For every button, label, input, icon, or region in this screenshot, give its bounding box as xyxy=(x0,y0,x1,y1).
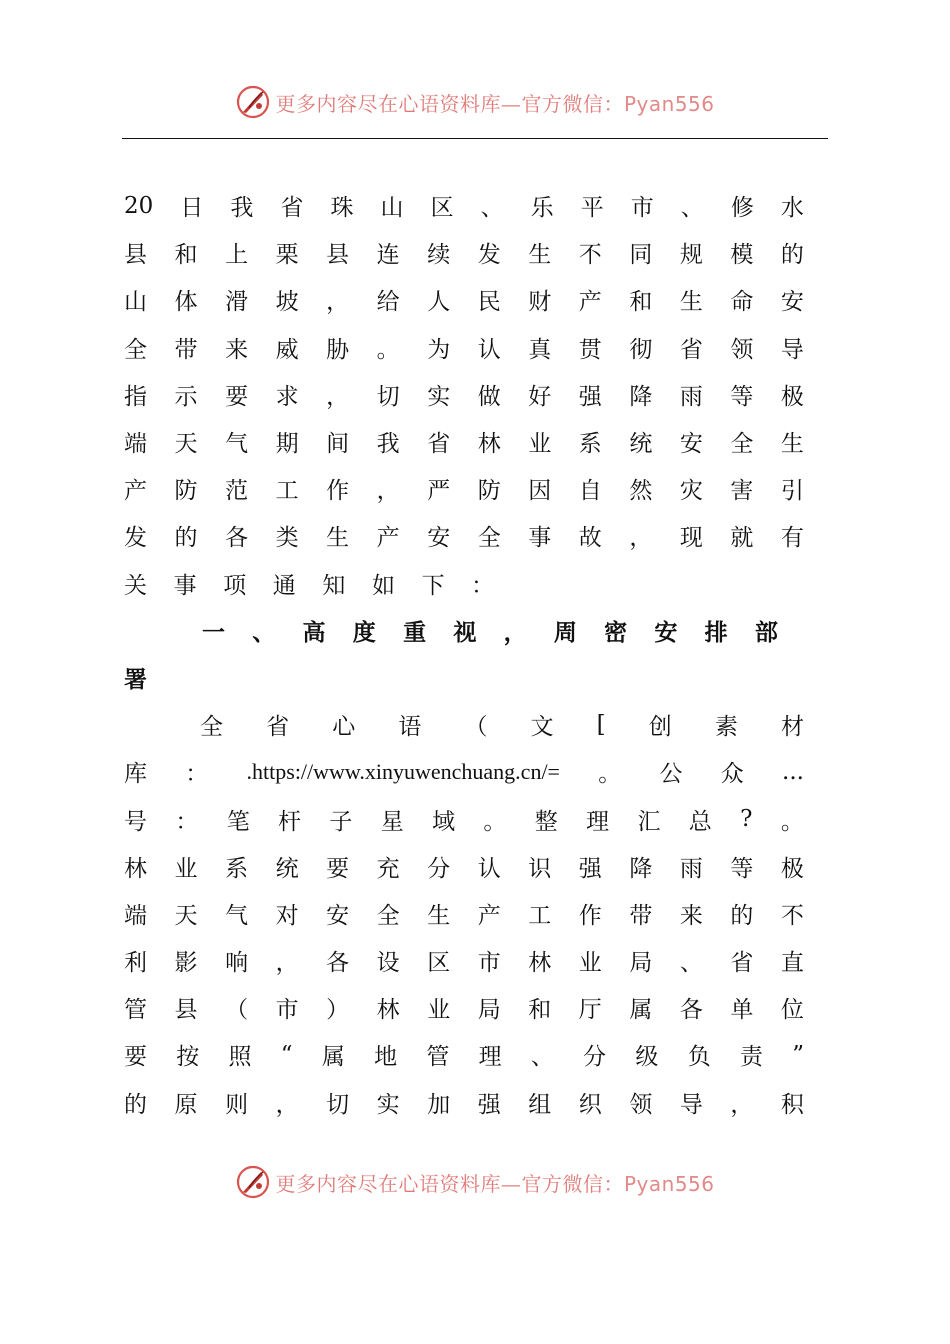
text-char: 和 xyxy=(174,242,198,269)
text-char: 工 xyxy=(275,478,299,505)
text-char: 对 xyxy=(275,902,299,929)
text-char: 不 xyxy=(578,242,602,269)
text-line xyxy=(124,560,804,607)
text-char: 管 xyxy=(124,997,147,1024)
text-char: 市 xyxy=(630,195,654,222)
text-char: 导 xyxy=(679,1091,703,1118)
text-char: ， xyxy=(730,1091,754,1118)
text-char: 域 xyxy=(432,808,456,835)
text-char: 。 xyxy=(483,808,507,835)
text-char: 事 xyxy=(528,525,552,552)
text-char: 关 xyxy=(124,572,147,599)
text-char: 防 xyxy=(174,478,198,505)
text-char: 周 xyxy=(553,618,577,646)
text-char: 雨 xyxy=(679,383,703,410)
text-char: 领 xyxy=(629,1091,653,1118)
text-char: 区 xyxy=(427,950,451,977)
text-char: 地 xyxy=(374,1044,398,1071)
text-char: 端 xyxy=(124,902,147,929)
text-char: 要 xyxy=(225,383,249,410)
text-char: 安 xyxy=(654,618,678,646)
text-char: 署 xyxy=(124,665,147,693)
text-char: 原 xyxy=(174,1091,198,1118)
text-char: 然 xyxy=(629,478,653,505)
text-char: 照 xyxy=(228,1044,252,1071)
text-char: 项 xyxy=(223,572,247,599)
text-char: 库 xyxy=(124,761,147,788)
text-char: 区 xyxy=(430,195,454,222)
text-char: 财 xyxy=(528,289,552,316)
text-char: 同 xyxy=(629,242,653,269)
text-char: 省 xyxy=(730,950,754,977)
text-char: 胁 xyxy=(326,336,350,363)
text-char: 属 xyxy=(321,1044,345,1071)
text-char: 系 xyxy=(225,855,249,882)
text-char: 导 xyxy=(780,336,804,363)
text-char: ... xyxy=(782,758,804,785)
text-char: 我 xyxy=(376,431,400,458)
text-char: 认 xyxy=(477,855,501,882)
text-char: 全 xyxy=(124,336,147,363)
text-line xyxy=(124,276,804,323)
text-char: 实 xyxy=(376,1091,400,1118)
text-char: 设 xyxy=(376,950,400,977)
document-body xyxy=(124,182,804,1126)
text-char: 语 xyxy=(398,714,422,741)
text-char: 市 xyxy=(275,997,299,1024)
text-char: 全 xyxy=(477,525,501,552)
text-char: 组 xyxy=(528,1091,552,1118)
text-char: 严 xyxy=(427,478,451,505)
text-char: 生 xyxy=(427,902,451,929)
text-char: 各 xyxy=(679,997,703,1024)
text-char: 安 xyxy=(780,289,804,316)
text-char: 责 xyxy=(739,1044,763,1071)
text-char: 示 xyxy=(174,383,198,410)
text-char: 杆 xyxy=(278,808,302,835)
text-char: 分 xyxy=(427,855,451,882)
text-char: 作 xyxy=(326,478,350,505)
text-char: 平 xyxy=(580,195,604,222)
text-char: 知 xyxy=(322,572,346,599)
text-char: 的 xyxy=(124,1091,147,1118)
text-char: 天 xyxy=(174,902,198,929)
text-char: 极 xyxy=(780,855,804,882)
text-char: 引 xyxy=(780,478,804,505)
text-char: 等 xyxy=(730,855,754,882)
text-line xyxy=(124,324,804,371)
text-char: 高 xyxy=(302,618,326,646)
text-char: 滑 xyxy=(225,289,249,316)
text-char: 范 xyxy=(225,478,249,505)
text-char: 切 xyxy=(326,1091,350,1118)
text-char: 。 xyxy=(780,808,804,835)
header-banner xyxy=(0,82,950,122)
text-char: 、 xyxy=(680,195,704,222)
text-char: 充 xyxy=(376,855,400,882)
text-char: 县 xyxy=(124,242,147,269)
text-char: 属 xyxy=(629,997,653,1024)
text-char: 人 xyxy=(427,289,451,316)
text-char: 、 xyxy=(252,618,276,646)
section-heading-line xyxy=(124,654,804,701)
text-char: 厅 xyxy=(578,997,602,1024)
text-char: 贯 xyxy=(578,336,602,363)
text-char: 作 xyxy=(578,902,602,929)
text-char: 一 xyxy=(202,618,225,646)
text-char: 号 xyxy=(124,808,147,835)
text-char: 等 xyxy=(730,383,754,410)
text-char: ? xyxy=(740,806,753,833)
text-char: 彻 xyxy=(629,336,653,363)
text-char: 坡 xyxy=(275,289,299,316)
banner-label: 更多内容尽在心语资料库—官方微信： xyxy=(275,1171,624,1196)
text-char: 各 xyxy=(225,525,249,552)
text-char: 的 xyxy=(174,525,198,552)
text-char: 材 xyxy=(780,714,804,741)
text-char: ， xyxy=(275,1091,299,1118)
text-char: 如 xyxy=(371,572,395,599)
text-char: 强 xyxy=(477,1091,501,1118)
banner-label: 更多内容尽在心语资料库—官方微信： xyxy=(275,91,624,116)
text-char: ： xyxy=(471,572,495,599)
text-char: 影 xyxy=(174,950,198,977)
text-char: （ xyxy=(225,997,249,1024)
text-char: 气 xyxy=(225,431,249,458)
text-char: 产 xyxy=(124,478,147,505)
text-char: 威 xyxy=(275,336,299,363)
text-char: 视 xyxy=(453,618,477,646)
text-char: 切 xyxy=(376,383,400,410)
text-char: 重 xyxy=(403,618,427,646)
text-char: 素 xyxy=(714,714,738,741)
text-char: 天 xyxy=(174,431,198,458)
text-char: ， xyxy=(326,383,350,410)
text-char: 来 xyxy=(679,902,703,929)
text-char: 识 xyxy=(528,855,552,882)
text-char: 创 xyxy=(648,714,672,741)
text-char: 直 xyxy=(780,950,804,977)
text-char: 来 xyxy=(225,336,249,363)
text-char: 间 xyxy=(326,431,350,458)
text-char: 下 xyxy=(421,572,445,599)
text-char: 响 xyxy=(225,950,249,977)
text-char: 理 xyxy=(478,1044,502,1071)
text-char: 20 xyxy=(124,192,154,219)
text-char: 生 xyxy=(528,242,552,269)
text-char: 织 xyxy=(578,1091,602,1118)
text-line xyxy=(124,465,804,512)
text-char: 局 xyxy=(629,950,653,977)
text-char: 分 xyxy=(583,1044,607,1071)
text-char: 省 xyxy=(679,336,703,363)
text-char: 全 xyxy=(730,431,754,458)
text-char: 就 xyxy=(730,525,754,552)
text-char: 要 xyxy=(326,855,350,882)
text-char: 乐 xyxy=(530,195,554,222)
text-char: 部 xyxy=(754,618,778,646)
text-char: 山 xyxy=(380,195,404,222)
text-char: 子 xyxy=(329,808,353,835)
text-char: ： xyxy=(185,761,209,788)
text-char: 类 xyxy=(275,525,299,552)
header-rule xyxy=(122,138,828,139)
text-char: 日 xyxy=(180,195,204,222)
text-char: 产 xyxy=(376,525,400,552)
text-char: 、 xyxy=(480,195,504,222)
text-char: 利 xyxy=(124,950,147,977)
text-char: 众 xyxy=(720,761,744,788)
text-char: 降 xyxy=(629,855,653,882)
wechat-id: Pyan556 xyxy=(623,91,715,116)
text-char: 事 xyxy=(173,572,197,599)
text-char: 产 xyxy=(578,289,602,316)
text-char: 连 xyxy=(376,242,400,269)
text-char: 级 xyxy=(635,1044,659,1071)
text-char: 工 xyxy=(528,902,552,929)
text-char: 按 xyxy=(176,1044,200,1071)
text-char: 。 xyxy=(598,761,622,788)
text-char: 笔 xyxy=(226,808,250,835)
text-char: 的 xyxy=(780,242,804,269)
text-char: 局 xyxy=(477,997,501,1024)
text-char: 通 xyxy=(272,572,296,599)
text-char: 真 xyxy=(528,336,552,363)
text-char: ， xyxy=(275,950,299,977)
text-char: 为 xyxy=(427,336,451,363)
text-char: 强 xyxy=(578,383,602,410)
text-char: 故 xyxy=(578,525,602,552)
text-line xyxy=(124,1079,804,1126)
text-char: 好 xyxy=(528,383,552,410)
text-char: 降 xyxy=(629,383,653,410)
text-char: 积 xyxy=(780,1091,804,1118)
text-char: 安 xyxy=(326,902,350,929)
text-line xyxy=(124,984,804,1031)
text-char: 修 xyxy=(730,195,754,222)
text-char: 产 xyxy=(477,902,501,929)
text-char: 做 xyxy=(477,383,501,410)
text-char: 有 xyxy=(780,525,804,552)
text-char: 业 xyxy=(528,431,552,458)
text-char: 害 xyxy=(730,478,754,505)
quill-logo-icon xyxy=(235,1164,271,1200)
text-char: 安 xyxy=(427,525,451,552)
text-char: 排 xyxy=(704,618,728,646)
text-char: ， xyxy=(503,618,527,646)
text-char: 体 xyxy=(174,289,198,316)
text-char: ” xyxy=(792,1041,804,1068)
text-char: 珠 xyxy=(330,195,354,222)
text-char: 发 xyxy=(124,525,147,552)
text-char: 带 xyxy=(174,336,198,363)
text-line xyxy=(124,1031,804,1078)
text-char: 林 xyxy=(124,855,147,882)
text-char: ， xyxy=(326,289,350,316)
text-char: 生 xyxy=(326,525,350,552)
text-char: 理 xyxy=(586,808,610,835)
wechat-id: Pyan556 xyxy=(623,1171,715,1196)
text-char: 。 xyxy=(376,336,400,363)
text-char: ） xyxy=(326,997,350,1024)
text-char: 省 xyxy=(266,714,290,741)
text-char: （ xyxy=(464,714,488,741)
text-line xyxy=(124,371,804,418)
text-char: “ xyxy=(280,1041,293,1068)
text-char: 全 xyxy=(200,714,223,741)
text-char: 业 xyxy=(174,855,198,882)
text-char: 指 xyxy=(124,383,147,410)
text-char: 和 xyxy=(629,289,653,316)
text-char: 县 xyxy=(326,242,350,269)
text-char: 业 xyxy=(578,950,602,977)
text-line xyxy=(124,182,804,229)
text-char: 各 xyxy=(326,950,350,977)
text-char: 省 xyxy=(280,195,304,222)
text-char: 生 xyxy=(679,289,703,316)
text-char: 民 xyxy=(477,289,501,316)
text-char: 期 xyxy=(275,431,299,458)
banner-text xyxy=(275,1168,714,1197)
text-char: 灾 xyxy=(679,478,703,505)
text-char: 上 xyxy=(225,242,249,269)
text-char: 认 xyxy=(477,336,501,363)
text-char: 强 xyxy=(578,855,602,882)
text-char: 负 xyxy=(687,1044,711,1071)
text-char: 端 xyxy=(124,431,147,458)
text-line xyxy=(124,701,804,748)
text-line xyxy=(124,843,804,890)
text-char: 气 xyxy=(225,902,249,929)
text-line xyxy=(124,512,804,559)
text-char: 规 xyxy=(679,242,703,269)
text-char: 水 xyxy=(780,195,804,222)
text-char: 度 xyxy=(352,618,376,646)
text-char: 单 xyxy=(730,997,754,1024)
text-char: 要 xyxy=(124,1044,147,1071)
text-char: 、 xyxy=(679,950,703,977)
text-char: 现 xyxy=(679,525,703,552)
text-char: 领 xyxy=(730,336,754,363)
text-char: 心 xyxy=(332,714,356,741)
text-char: 位 xyxy=(780,997,804,1024)
text-char: 总 xyxy=(688,808,712,835)
text-char: 统 xyxy=(275,855,299,882)
text-char: 整 xyxy=(534,808,558,835)
text-line xyxy=(124,418,804,465)
text-char: 模 xyxy=(730,242,754,269)
text-char: 给 xyxy=(376,289,400,316)
text-char: ， xyxy=(629,525,653,552)
text-char: 文 xyxy=(530,714,554,741)
text-char: 统 xyxy=(629,431,653,458)
text-char: 生 xyxy=(780,431,804,458)
footer-banner xyxy=(0,1162,950,1202)
text-line xyxy=(124,795,804,842)
text-line xyxy=(124,890,804,937)
text-char: 和 xyxy=(528,997,552,1024)
text-char: 带 xyxy=(629,902,653,929)
text-char: 极 xyxy=(780,383,804,410)
text-char: 系 xyxy=(578,431,602,458)
text-char: 防 xyxy=(477,478,501,505)
text-char: 林 xyxy=(376,997,400,1024)
text-char: 命 xyxy=(730,289,754,316)
text-line xyxy=(124,229,804,276)
text-char: 栗 xyxy=(275,242,299,269)
url-text: .https://www.xinyuwenchuang.cn/= xyxy=(246,758,560,784)
text-char: 安 xyxy=(679,431,703,458)
text-char: 、 xyxy=(530,1044,554,1071)
text-char: 因 xyxy=(528,478,552,505)
text-char: ： xyxy=(175,808,199,835)
text-char: 林 xyxy=(477,431,501,458)
text-char: 自 xyxy=(578,478,602,505)
text-char: 雨 xyxy=(679,855,703,882)
section-heading-line xyxy=(124,607,804,654)
text-char: 业 xyxy=(427,997,451,1024)
banner-text xyxy=(275,88,714,117)
text-char: 求 xyxy=(275,383,299,410)
text-char: 市 xyxy=(477,950,501,977)
text-char: 林 xyxy=(528,950,552,977)
text-char: 续 xyxy=(427,242,451,269)
text-char: 发 xyxy=(477,242,501,269)
text-char: 管 xyxy=(426,1044,450,1071)
text-char: 星 xyxy=(380,808,404,835)
text-char: 实 xyxy=(427,383,451,410)
text-char: 县 xyxy=(174,997,198,1024)
text-char: 不 xyxy=(780,902,804,929)
text-char: 的 xyxy=(730,902,754,929)
text-char: 全 xyxy=(376,902,400,929)
text-line xyxy=(124,937,804,984)
text-char: 则 xyxy=(225,1091,249,1118)
text-char: 省 xyxy=(427,431,451,458)
text-char: 汇 xyxy=(637,808,661,835)
text-char: 加 xyxy=(427,1091,451,1118)
text-char: 山 xyxy=(124,289,147,316)
text-char: 公 xyxy=(659,761,683,788)
text-char: 密 xyxy=(604,618,628,646)
text-line xyxy=(124,748,804,795)
text-char: [ xyxy=(596,711,606,738)
quill-logo-icon xyxy=(235,84,271,120)
text-char: ， xyxy=(376,478,400,505)
text-char: 我 xyxy=(230,195,254,222)
